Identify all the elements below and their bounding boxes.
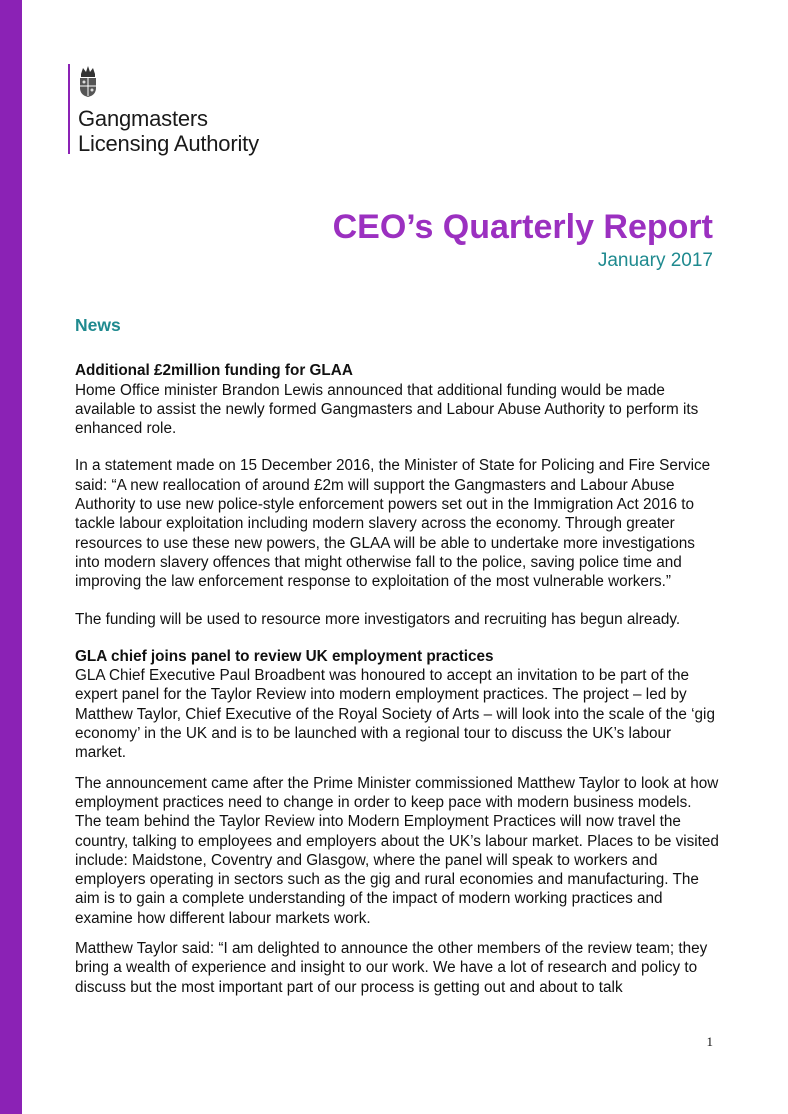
article-funding xyxy=(75,361,720,629)
page-number: 1 xyxy=(706,1034,713,1049)
logo-line-1: Gangmasters xyxy=(78,106,208,131)
section-heading-news: News xyxy=(75,315,121,335)
logo-wordmark xyxy=(78,106,259,156)
organisation-logo xyxy=(68,64,308,160)
article-paragraph: GLA Chief Executive Paul Broadbent was honoured to accept an invitation to be part of the expert panel for the Taylor Review into modern employment practices. The project – led by Matthew Taylor, Chief Executive of the Royal Society of Arts – will look into the scale of the ‘gig economy’ in the UK and is to be launched with a regional tour to discuss the UK’s labour market. xyxy=(75,667,715,762)
report-date: January 2017 xyxy=(597,250,713,271)
article-paragraph: In a statement made on 15 December 2016, the Minister of State for Policing and Fire Service said: “A new reallocation of around £2m will support the Gangmasters and Labour Abuse Authority to use new police-style enforcement powers set out in the Immigration Act 2016 to tackle labour exploitation including modern slavery across the economy. Through greater resources to use these new powers, the GLAA will be able to undertake more investigations into modern slavery offences that might otherwise fall to the police, saving police time and improving the law enforcement response to exploitation of the most vulnerable workers.” xyxy=(75,457,711,591)
logo-divider xyxy=(68,64,70,154)
article-paragraph: The funding will be used to resource more investigators and recruiting has begun already. xyxy=(75,610,681,628)
article-title: Additional £2million funding for GLAA xyxy=(75,362,353,380)
article-paragraph: The announcement came after the Prime Minister commissioned Matthew Taylor to look at how employment practices need to change in order to keep pace with modern business models. The team behind the Taylor Review into Modern Employment Practices will now travel the country, talking to employees and employers about the UK’s labour market. Places to be visited include: Maidstone, Coventry and Glasgow, where the panel will speak to workers and employers operating in sectors such as the gig and rural economies and manufacturing. The aim is to gain a complete understanding of the impact of modern working practices and examine how different labour markets work. xyxy=(75,774,719,927)
report-body xyxy=(75,316,720,1008)
article-taylor-review xyxy=(75,647,720,997)
side-accent-bar xyxy=(0,0,22,1114)
report-title: CEO’s Quarterly Report xyxy=(332,208,713,246)
article-paragraph: Home Office minister Brandon Lewis announced that additional funding would be made available to assist the newly formed Gangmasters and Labour Abuse Authority to perform its enhanced role. xyxy=(75,381,699,438)
article-paragraph: Matthew Taylor said: “I am delighted to announce the other members of the review team; they bring a wealth of experience and insight to our work. We have a lot of research and policy to discuss but the most important part of our process is getting out and about to talk xyxy=(75,940,708,996)
article-title: GLA chief joins panel to review UK employment practices xyxy=(75,647,494,665)
logo-line-2: Licensing Authority xyxy=(78,131,259,156)
royal-crest-icon xyxy=(76,64,100,98)
